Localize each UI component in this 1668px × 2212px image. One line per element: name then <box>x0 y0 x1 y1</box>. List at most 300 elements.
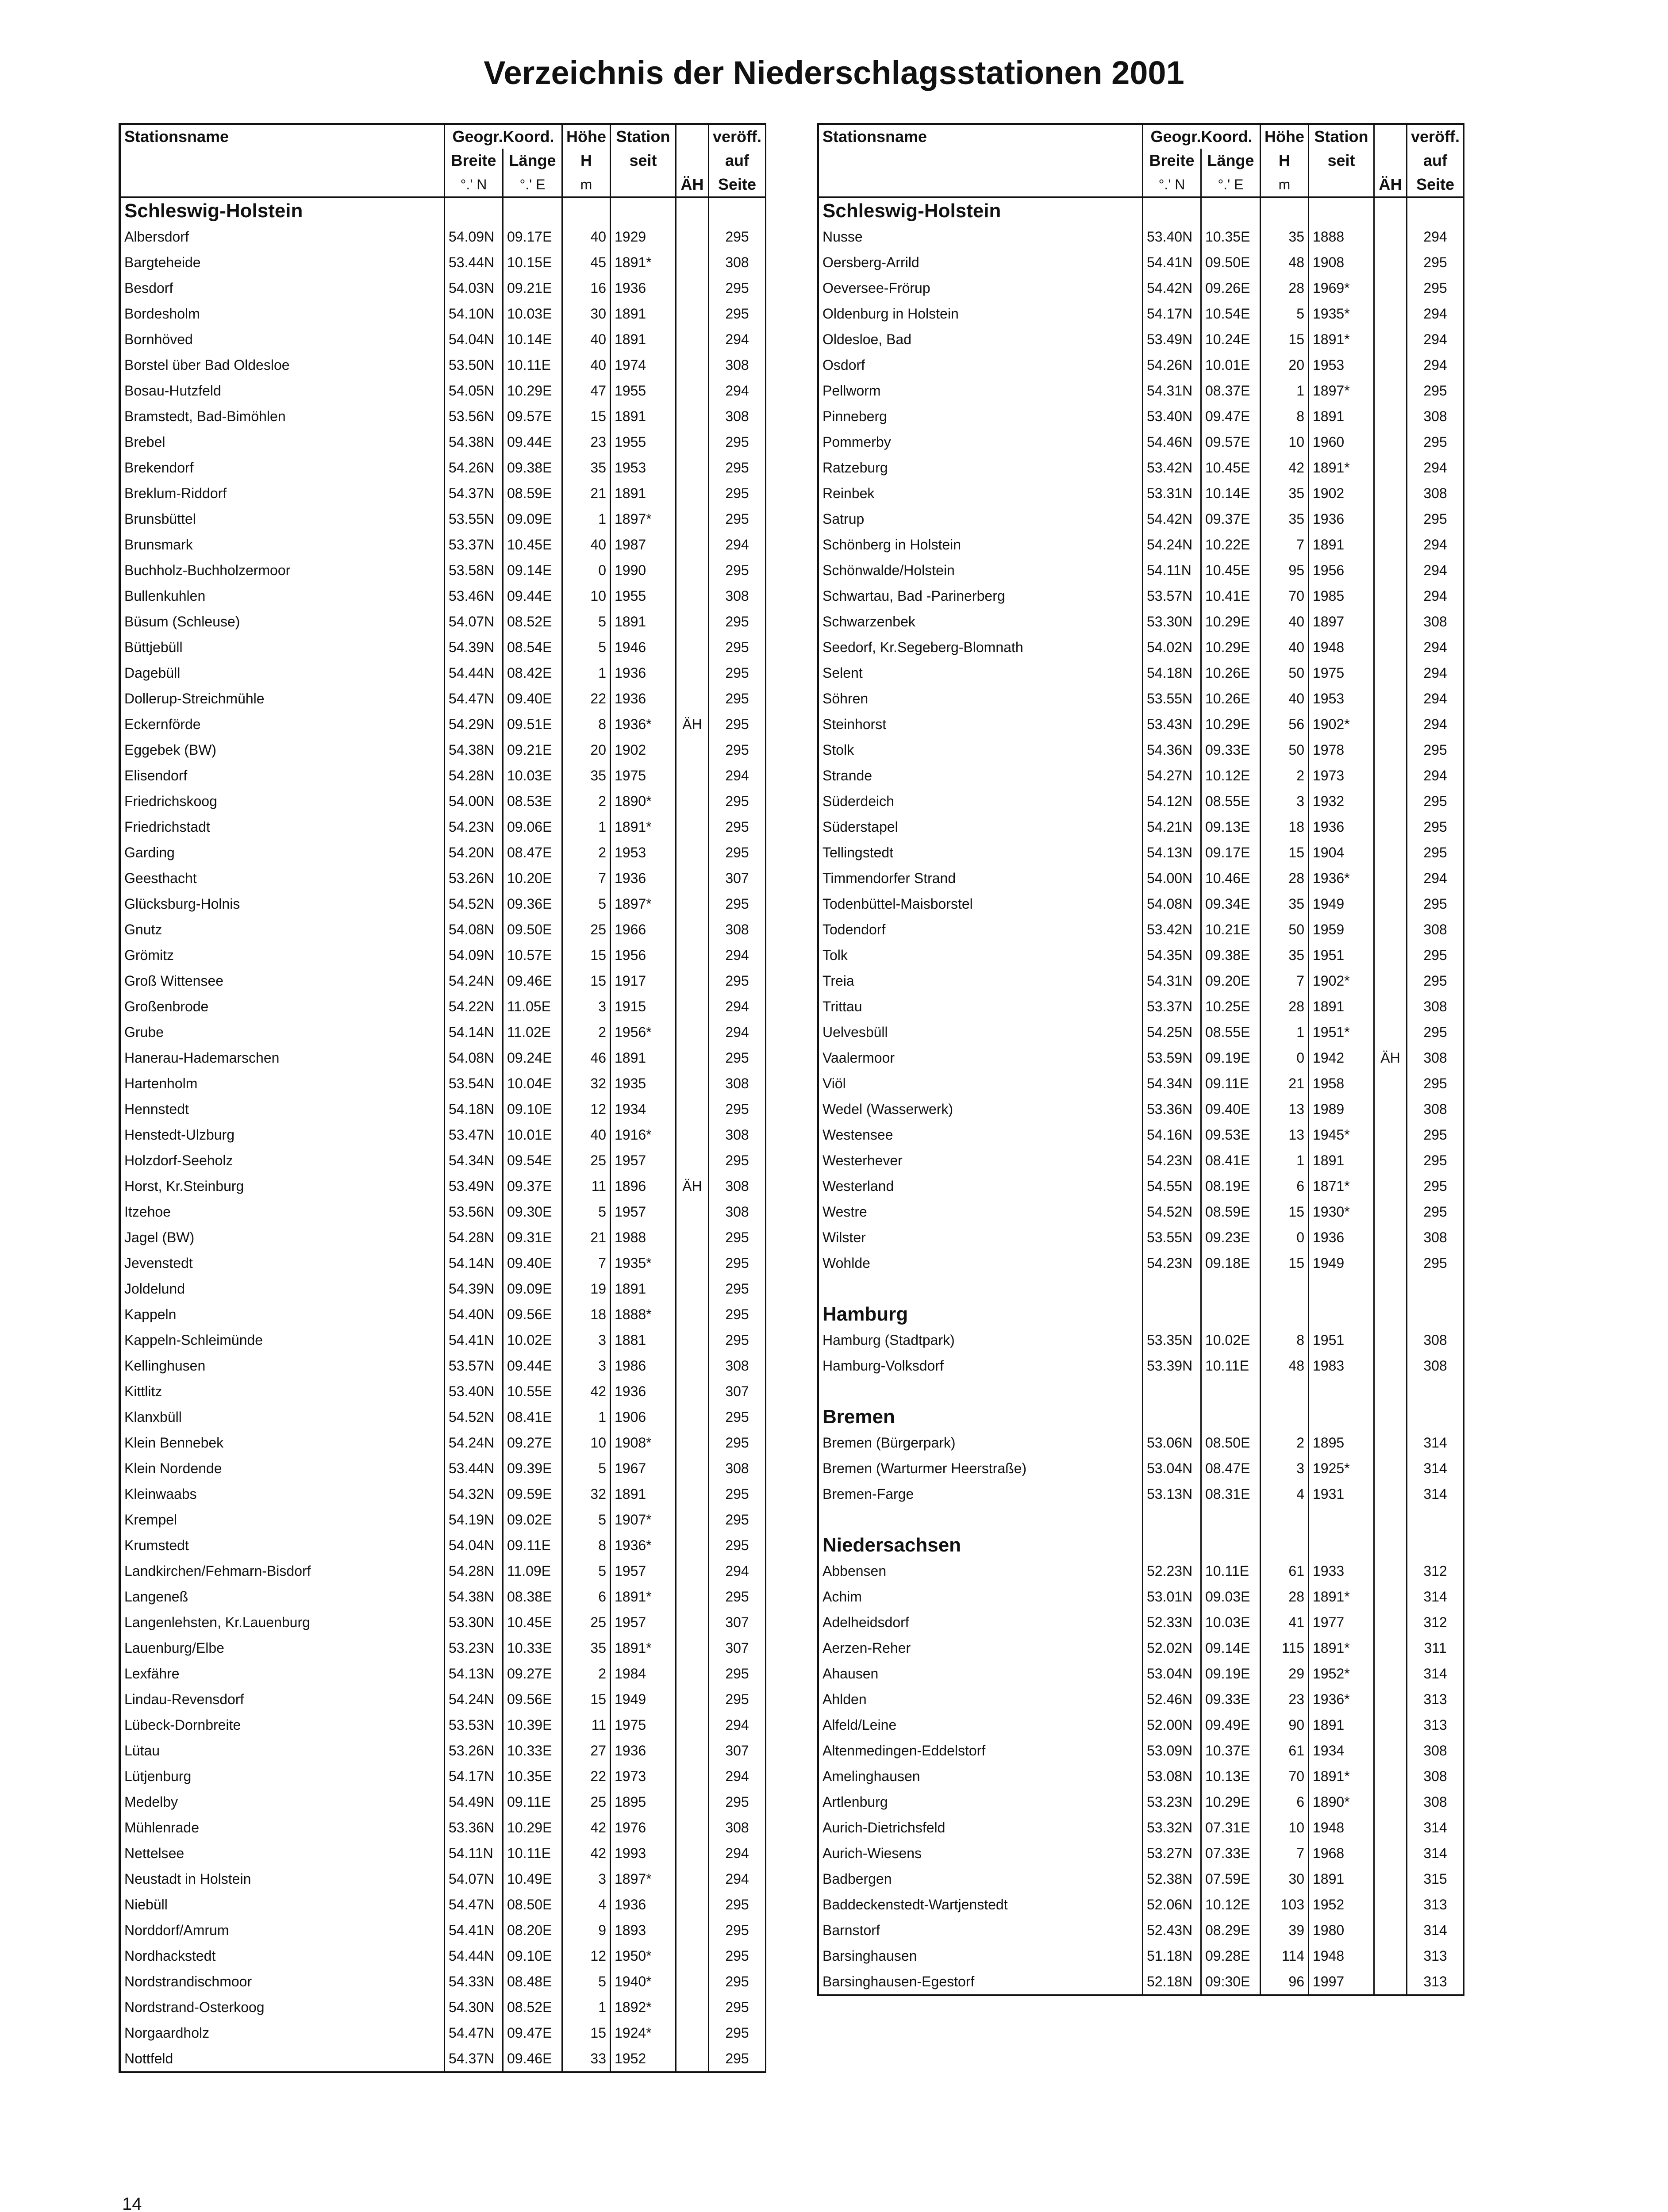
published-page: 312 <box>1407 1558 1464 1584</box>
published-page: 308 <box>709 1815 766 1840</box>
latitude: 53.09N <box>1143 1738 1201 1763</box>
station-since: 1929 <box>611 224 676 250</box>
aenderung <box>1374 1763 1407 1789</box>
table-row <box>818 1815 1464 1840</box>
longitude: 11.09E <box>503 1558 562 1584</box>
elevation: 8 <box>1261 403 1309 429</box>
station-rows-right <box>818 197 1464 1995</box>
station-since: 1949 <box>1309 891 1374 917</box>
latitude: 53.44N <box>445 1455 503 1481</box>
table-row <box>818 403 1464 429</box>
station-since: 1881 <box>611 1327 676 1353</box>
station-since: 1908* <box>611 1430 676 1455</box>
station-name: Hamburg (Stadtpark) <box>818 1327 1143 1353</box>
latitude: 52.06N <box>1143 1892 1201 1917</box>
longitude: 10.45E <box>503 1609 562 1635</box>
station-name: Tellingstedt <box>818 840 1143 865</box>
latitude: 53.56N <box>445 1199 503 1225</box>
elevation: 35 <box>1261 224 1309 250</box>
station-since: 1975 <box>1309 660 1374 686</box>
aenderung <box>676 634 709 660</box>
station-name: Neustadt in Holstein <box>120 1866 445 1892</box>
table-row <box>120 301 766 326</box>
aenderung <box>1374 1353 1407 1379</box>
table-row <box>120 1558 766 1584</box>
published-page: 314 <box>1407 1917 1464 1943</box>
published-page: 295 <box>709 480 766 506</box>
longitude: 10.57E <box>503 942 562 968</box>
longitude: 10.26E <box>1201 660 1261 686</box>
elevation: 15 <box>562 2020 611 2046</box>
latitude: 54.13N <box>1143 840 1201 865</box>
published-page: 294 <box>1407 455 1464 480</box>
table-row <box>120 275 766 301</box>
station-name: Abbensen <box>818 1558 1143 1584</box>
station-name: Grömitz <box>120 942 445 968</box>
table-row <box>818 301 1464 326</box>
longitude: 09.17E <box>503 224 562 250</box>
table-row <box>120 1635 766 1661</box>
latitude: 54.14N <box>445 1019 503 1045</box>
station-since: 1902* <box>1309 711 1374 737</box>
longitude: 09.11E <box>1201 1071 1261 1096</box>
aenderung <box>676 917 709 942</box>
published-page: 308 <box>1407 1353 1464 1379</box>
station-name: Borstel über Bad Oldesloe <box>120 352 445 378</box>
longitude: 10.41E <box>1201 583 1261 609</box>
published-page: 295 <box>709 429 766 455</box>
station-name: Elisendorf <box>120 763 445 788</box>
station-name: Kittlitz <box>120 1379 445 1404</box>
station-since: 1953 <box>1309 352 1374 378</box>
elevation: 50 <box>1261 917 1309 942</box>
published-page: 295 <box>1407 788 1464 814</box>
published-page: 295 <box>709 1969 766 1994</box>
longitude: 09.56E <box>503 1302 562 1327</box>
station-name: Wedel (Wasserwerk) <box>818 1096 1143 1122</box>
latitude: 53.49N <box>445 1173 503 1199</box>
elevation: 50 <box>1261 660 1309 686</box>
table-row <box>120 1481 766 1507</box>
latitude: 54.30N <box>445 1994 503 2020</box>
station-name: Krempel <box>120 1507 445 1532</box>
published-page: 294 <box>709 326 766 352</box>
elevation: 21 <box>1261 1071 1309 1096</box>
published-page: 295 <box>1407 1250 1464 1276</box>
published-page: 295 <box>709 609 766 634</box>
section-row <box>120 197 766 224</box>
latitude: 53.54N <box>445 1071 503 1096</box>
longitude: 08.31E <box>1201 1481 1261 1507</box>
longitude: 08.29E <box>1201 1917 1261 1943</box>
section-row <box>818 1302 1464 1327</box>
elevation: 1 <box>1261 1019 1309 1045</box>
longitude: 09.38E <box>1201 942 1261 968</box>
station-since: 1948 <box>1309 634 1374 660</box>
table-row <box>120 224 766 250</box>
table-row <box>120 326 766 352</box>
station-since: 1985 <box>1309 583 1374 609</box>
elevation: 42 <box>562 1840 611 1866</box>
aenderung <box>676 1866 709 1892</box>
aenderung <box>676 1686 709 1712</box>
station-since: 1924* <box>611 2020 676 2046</box>
table-row <box>120 686 766 711</box>
table-row <box>818 1558 1464 1584</box>
station-since: 1953 <box>1309 686 1374 711</box>
elevation: 7 <box>1261 532 1309 557</box>
station-name: Baddeckenstedt-Wartjenstedt <box>818 1892 1143 1917</box>
station-name: Oersberg-Arrild <box>818 250 1143 275</box>
station-since: 1934 <box>611 1096 676 1122</box>
table-row <box>120 1789 766 1815</box>
station-name: Satrup <box>818 506 1143 532</box>
station-since: 1975 <box>611 1712 676 1738</box>
station-name: Besdorf <box>120 275 445 301</box>
elevation: 7 <box>1261 1840 1309 1866</box>
longitude: 09.09E <box>503 1276 562 1302</box>
latitude: 54.07N <box>445 609 503 634</box>
longitude: 08.47E <box>1201 1455 1261 1481</box>
longitude: 10.29E <box>1201 609 1261 634</box>
aenderung <box>676 532 709 557</box>
published-page: 295 <box>1407 250 1464 275</box>
latitude: 54.07N <box>445 1866 503 1892</box>
table-row <box>120 1045 766 1071</box>
aenderung <box>676 1943 709 1969</box>
published-page: 308 <box>1407 917 1464 942</box>
aenderung <box>1374 403 1407 429</box>
station-name: Altenmedingen-Eddelstorf <box>818 1738 1143 1763</box>
elevation: 22 <box>562 686 611 711</box>
station-name: Klanxbüll <box>120 1404 445 1430</box>
published-page: 308 <box>1407 480 1464 506</box>
longitude: 09:30E <box>1201 1969 1261 1995</box>
longitude: 10.29E <box>503 378 562 403</box>
published-page: 308 <box>1407 1327 1464 1353</box>
latitude: 54.47N <box>445 1892 503 1917</box>
elevation: 40 <box>562 532 611 557</box>
latitude: 54.03N <box>445 275 503 301</box>
elevation: 22 <box>562 1763 611 1789</box>
station-name: Badbergen <box>818 1866 1143 1892</box>
longitude: 10.29E <box>1201 1789 1261 1815</box>
latitude: 53.23N <box>1143 1789 1201 1815</box>
station-since: 1951 <box>1309 942 1374 968</box>
elevation: 33 <box>562 2046 611 2072</box>
latitude: 54.35N <box>1143 942 1201 968</box>
station-since: 1935* <box>1309 301 1374 326</box>
table-row <box>120 1943 766 1969</box>
aenderung <box>676 506 709 532</box>
published-page: 313 <box>1407 1943 1464 1969</box>
aenderung <box>1374 942 1407 968</box>
longitude: 09.39E <box>503 1455 562 1481</box>
station-name: Henstedt-Ulzburg <box>120 1122 445 1148</box>
longitude: 09.38E <box>503 455 562 480</box>
table-row <box>120 480 766 506</box>
header-veroeff: veröff. <box>709 124 766 149</box>
section-heading: Bremen <box>818 1404 1143 1430</box>
latitude: 54.24N <box>445 968 503 994</box>
aenderung <box>676 1302 709 1327</box>
station-since: 1936 <box>611 1738 676 1763</box>
station-name: Bullenkuhlen <box>120 583 445 609</box>
station-since: 1897* <box>611 506 676 532</box>
station-since: 1973 <box>611 1763 676 1789</box>
latitude: 52.46N <box>1143 1686 1201 1712</box>
aenderung <box>676 1917 709 1943</box>
elevation: 2 <box>562 1019 611 1045</box>
station-name: Treia <box>818 968 1143 994</box>
published-page: 308 <box>709 403 766 429</box>
station-since: 1973 <box>1309 763 1374 788</box>
station-name: Bremen (Warturmer Heerstraße) <box>818 1455 1143 1481</box>
station-since: 1946 <box>611 634 676 660</box>
station-since: 1984 <box>611 1661 676 1686</box>
longitude: 08.59E <box>503 480 562 506</box>
longitude: 10.45E <box>1201 455 1261 480</box>
latitude: 54.16N <box>1143 1122 1201 1148</box>
longitude: 07.59E <box>1201 1866 1261 1892</box>
station-name: Schwarzenbek <box>818 609 1143 634</box>
elevation: 7 <box>562 865 611 891</box>
station-since: 1902 <box>1309 480 1374 506</box>
latitude: 54.42N <box>1143 506 1201 532</box>
aenderung <box>676 1635 709 1661</box>
table-row <box>818 942 1464 968</box>
station-since: 1891 <box>1309 994 1374 1019</box>
published-page: 295 <box>709 1532 766 1558</box>
published-page: 295 <box>709 737 766 763</box>
table-row <box>818 1738 1464 1763</box>
header-unit-m: m <box>562 173 611 197</box>
station-since: 1955 <box>611 378 676 403</box>
header-stationsname: Stationsname <box>120 124 445 149</box>
station-name: Lexfähre <box>120 1661 445 1686</box>
header-stationsname: Stationsname <box>818 124 1143 149</box>
station-since: 1957 <box>611 1558 676 1584</box>
station-since: 1888 <box>1309 224 1374 250</box>
longitude: 09.36E <box>503 891 562 917</box>
elevation: 90 <box>1261 1712 1309 1738</box>
table-row <box>120 2046 766 2072</box>
table-row <box>120 1507 766 1532</box>
aenderung <box>676 1840 709 1866</box>
longitude: 09.21E <box>503 737 562 763</box>
station-since: 1960 <box>1309 429 1374 455</box>
latitude: 54.11N <box>1143 557 1201 583</box>
table-row <box>818 352 1464 378</box>
header-geogr: Geogr.Koord. <box>1143 124 1261 149</box>
elevation: 35 <box>562 455 611 480</box>
station-since: 1891 <box>611 403 676 429</box>
aenderung <box>676 1071 709 1096</box>
aenderung <box>1374 609 1407 634</box>
table-row <box>120 352 766 378</box>
published-page: 295 <box>709 1430 766 1455</box>
station-since: 1891* <box>611 1584 676 1609</box>
longitude: 10.03E <box>503 763 562 788</box>
elevation: 115 <box>1261 1635 1309 1661</box>
station-name: Adelheidsdorf <box>818 1609 1143 1635</box>
published-page: 294 <box>1407 763 1464 788</box>
station-name: Nordhackstedt <box>120 1943 445 1969</box>
station-since: 1891 <box>611 1481 676 1507</box>
published-page: 313 <box>1407 1686 1464 1712</box>
published-page: 294 <box>1407 224 1464 250</box>
aenderung <box>676 686 709 711</box>
longitude: 08.50E <box>1201 1430 1261 1455</box>
aenderung <box>676 429 709 455</box>
section-row <box>818 1404 1464 1430</box>
longitude: 10.45E <box>503 532 562 557</box>
longitude: 09.20E <box>1201 968 1261 994</box>
latitude: 54.40N <box>445 1302 503 1327</box>
published-page: 307 <box>709 865 766 891</box>
station-since: 1945* <box>1309 1122 1374 1148</box>
table-row <box>818 840 1464 865</box>
published-page: 308 <box>1407 994 1464 1019</box>
longitude: 10.12E <box>1201 1892 1261 1917</box>
header-ah: ÄH <box>1374 173 1407 197</box>
table-row <box>120 1096 766 1122</box>
latitude: 53.44N <box>445 250 503 275</box>
published-page: 295 <box>709 840 766 865</box>
table-row <box>818 1455 1464 1481</box>
longitude: 10.11E <box>503 352 562 378</box>
station-since: 1891 <box>1309 1148 1374 1173</box>
table-row <box>818 326 1464 352</box>
aenderung <box>676 1738 709 1763</box>
table-row <box>818 1173 1464 1199</box>
elevation: 95 <box>1261 557 1309 583</box>
elevation: 15 <box>562 1686 611 1712</box>
elevation: 103 <box>1261 1892 1309 1917</box>
station-since: 1891* <box>611 814 676 840</box>
latitude: 54.32N <box>445 1481 503 1507</box>
elevation: 20 <box>562 737 611 763</box>
station-name: Seedorf, Kr.Segeberg-Blomnath <box>818 634 1143 660</box>
station-since: 1897* <box>611 891 676 917</box>
published-page: 295 <box>709 634 766 660</box>
latitude: 54.24N <box>445 1686 503 1712</box>
table-row <box>818 1122 1464 1148</box>
elevation: 29 <box>1261 1661 1309 1686</box>
station-since: 1951* <box>1309 1019 1374 1045</box>
latitude: 54.20N <box>445 840 503 865</box>
aenderung <box>1374 814 1407 840</box>
station-since: 1891 <box>611 1276 676 1302</box>
longitude: 10.12E <box>1201 763 1261 788</box>
table-row <box>818 429 1464 455</box>
station-since: 1891 <box>611 609 676 634</box>
latitude: 54.41N <box>445 1917 503 1943</box>
published-page: 295 <box>709 1943 766 1969</box>
table-row <box>120 1404 766 1430</box>
station-since: 1891* <box>1309 1584 1374 1609</box>
published-page: 308 <box>1407 1045 1464 1071</box>
station-name: Glücksburg-Holnis <box>120 891 445 917</box>
published-page: 294 <box>709 1840 766 1866</box>
station-name: Achim <box>818 1584 1143 1609</box>
table-row <box>120 1430 766 1455</box>
published-page: 295 <box>1407 1122 1464 1148</box>
table-row <box>120 1122 766 1148</box>
longitude: 11.02E <box>503 1019 562 1045</box>
station-name: Söhren <box>818 686 1143 711</box>
station-since: 1930* <box>1309 1199 1374 1225</box>
elevation: 1 <box>1261 378 1309 403</box>
published-page: 295 <box>709 1225 766 1250</box>
elevation: 28 <box>1261 994 1309 1019</box>
aenderung <box>676 2020 709 2046</box>
station-name: Todenbüttel-Maisborstel <box>818 891 1143 917</box>
elevation: 6 <box>1261 1173 1309 1199</box>
station-table-right <box>817 123 1464 1996</box>
table-row <box>818 275 1464 301</box>
station-name: Groß Wittensee <box>120 968 445 994</box>
elevation: 28 <box>1261 865 1309 891</box>
station-since: 1940* <box>611 1969 676 1994</box>
published-page: 295 <box>709 506 766 532</box>
station-since: 1952 <box>611 2046 676 2072</box>
elevation: 12 <box>562 1096 611 1122</box>
longitude: 08.48E <box>503 1969 562 1994</box>
published-page: 294 <box>709 378 766 403</box>
longitude: 10.11E <box>1201 1558 1261 1584</box>
page-title: Verzeichnis der Niederschlagsstationen 2001 <box>484 54 1184 91</box>
aenderung <box>676 1815 709 1840</box>
station-since: 1891 <box>611 326 676 352</box>
station-name: Schönberg in Holstein <box>818 532 1143 557</box>
header-seit: seit <box>611 149 676 173</box>
latitude: 54.09N <box>445 224 503 250</box>
table-row <box>120 1379 766 1404</box>
header-h: H <box>1261 149 1309 173</box>
aenderung <box>676 480 709 506</box>
aenderung <box>1374 1173 1407 1199</box>
latitude: 53.47N <box>445 1122 503 1148</box>
published-page: 294 <box>1407 583 1464 609</box>
elevation: 42 <box>562 1815 611 1840</box>
station-since: 1891* <box>1309 326 1374 352</box>
published-page: 308 <box>709 583 766 609</box>
elevation: 8 <box>1261 1327 1309 1353</box>
longitude: 09.54E <box>503 1148 562 1173</box>
latitude: 54.37N <box>445 480 503 506</box>
published-page: 295 <box>709 686 766 711</box>
elevation: 35 <box>1261 942 1309 968</box>
longitude: 07.33E <box>1201 1840 1261 1866</box>
longitude: 10.33E <box>503 1635 562 1661</box>
elevation: 2 <box>562 840 611 865</box>
section-heading: Schleswig-Holstein <box>120 197 445 224</box>
table-row <box>120 1250 766 1276</box>
station-since: 1936 <box>611 275 676 301</box>
aenderung <box>1374 686 1407 711</box>
table-row <box>818 1096 1464 1122</box>
longitude: 09.06E <box>503 814 562 840</box>
station-name: Albersdorf <box>120 224 445 250</box>
published-page: 295 <box>709 814 766 840</box>
published-page: 295 <box>1407 968 1464 994</box>
elevation: 15 <box>562 403 611 429</box>
aenderung <box>1374 557 1407 583</box>
published-page: 295 <box>1407 942 1464 968</box>
aenderung <box>676 1430 709 1455</box>
elevation: 3 <box>562 994 611 1019</box>
